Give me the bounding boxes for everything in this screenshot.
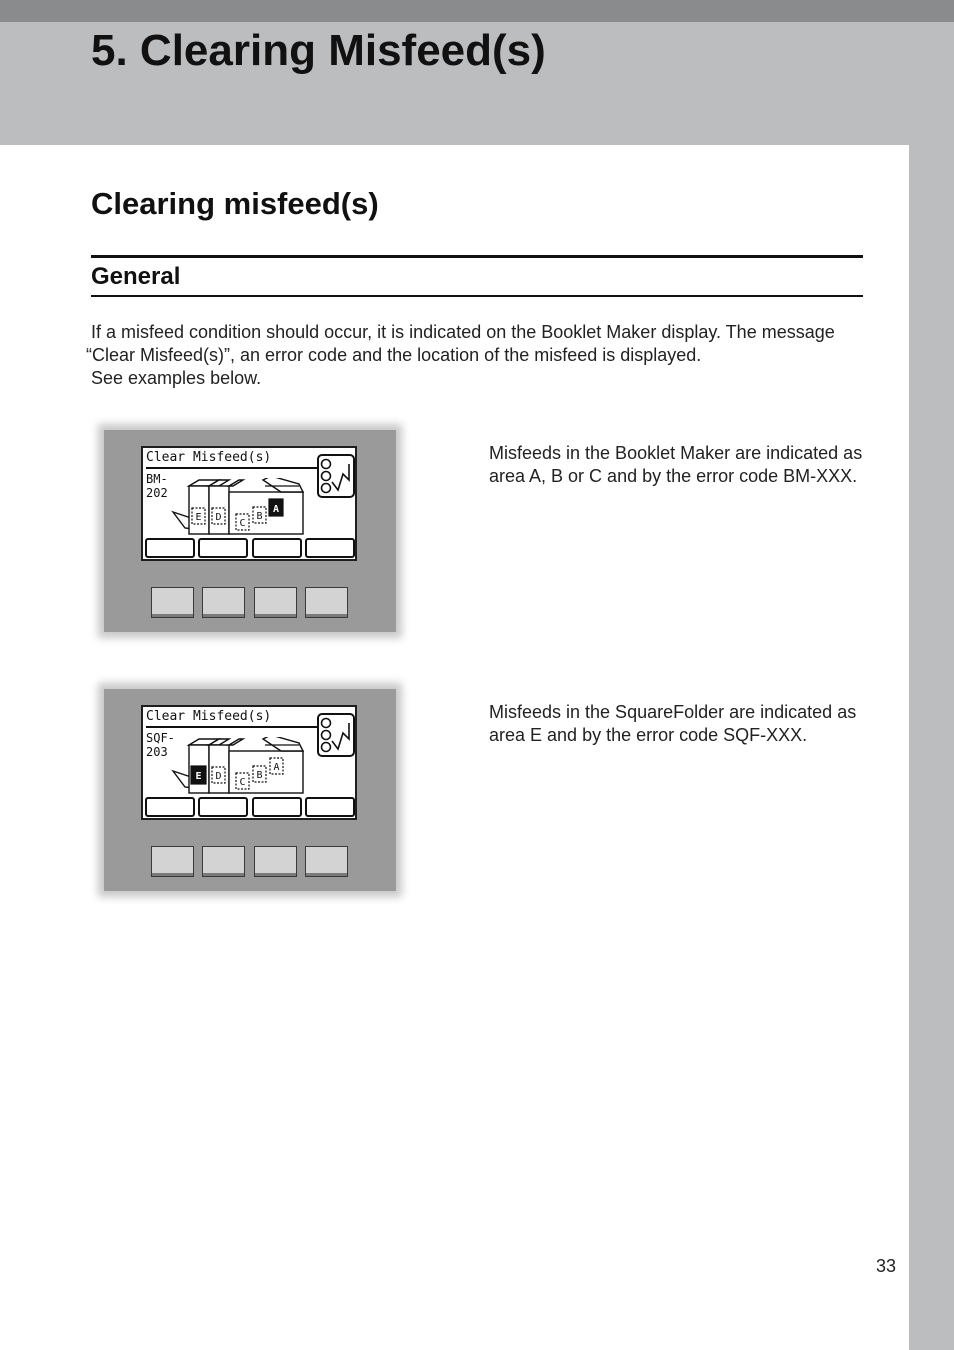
caption-line: area A, B or C and by the error code BM-XXX. [489, 466, 858, 486]
area-label-a-highlighted: A [272, 504, 280, 515]
finisher-machine-diagram [171, 737, 321, 795]
caption-line: area E and by the error code SQF-XXX. [489, 725, 808, 745]
intro-paragraph [86, 321, 876, 390]
caption-booklet-maker [489, 442, 869, 488]
area-label-b: B [256, 511, 263, 522]
hardware-key[interactable] [305, 846, 348, 877]
area-label-e-highlighted: E [195, 771, 202, 782]
subsection-rule-top [91, 255, 863, 258]
area-label-b: B [256, 770, 263, 781]
lcd-display [141, 446, 357, 561]
section-title: Clearing misfeed(s) [91, 186, 379, 221]
hardware-key[interactable] [151, 846, 194, 877]
area-label-c: C [239, 777, 246, 788]
control-panel-squarefolder [104, 689, 396, 891]
page-number: 33 [876, 1256, 897, 1276]
hardware-key[interactable] [254, 846, 297, 877]
area-label-a: A [273, 762, 280, 773]
lcd-title: Clear Misfeed(s) [146, 709, 272, 724]
hardware-key[interactable] [254, 587, 297, 618]
lcd-display [141, 705, 357, 820]
status-diagram-icon [317, 713, 355, 757]
soft-key[interactable] [252, 797, 302, 817]
lcd-title-underline [146, 467, 318, 469]
area-label-e: E [195, 512, 202, 523]
soft-key[interactable] [145, 538, 195, 558]
error-code-line: BM- [146, 472, 168, 486]
intro-line: If a misfeed condition should occur, it is indicated on the Booklet Maker display. The message [91, 322, 835, 342]
lcd-title: Clear Misfeed(s) [146, 450, 272, 465]
control-panel-booklet-maker [104, 430, 396, 632]
soft-key[interactable] [198, 797, 248, 817]
soft-key[interactable] [305, 797, 355, 817]
lcd-title-underline [146, 726, 318, 728]
caption-squarefolder [489, 701, 869, 747]
hardware-key[interactable] [202, 587, 245, 618]
hardware-key[interactable] [151, 587, 194, 618]
error-code-line: SQF- [146, 731, 175, 745]
area-label-c: C [239, 518, 246, 529]
status-diagram-icon [317, 454, 355, 498]
intro-line: See examples below. [91, 368, 262, 388]
soft-key[interactable] [145, 797, 195, 817]
hardware-key[interactable] [305, 587, 348, 618]
error-code [146, 472, 168, 500]
soft-key-row [145, 538, 355, 558]
error-code-line: 202 [146, 486, 168, 500]
soft-key[interactable] [305, 538, 355, 558]
finisher-machine-diagram [171, 478, 321, 536]
area-label-d: D [215, 771, 222, 782]
soft-key[interactable] [198, 538, 248, 558]
subsection-rule-bottom [91, 295, 863, 297]
area-label-d: D [215, 512, 222, 523]
error-code-line: 203 [146, 745, 168, 759]
right-margin-band [909, 145, 954, 1350]
caption-line: Misfeeds in the SquareFolder are indicated as [489, 702, 857, 722]
chapter-title: 5. Clearing Misfeed(s) [91, 26, 546, 75]
soft-key-row [145, 797, 355, 817]
subsection-title: General [91, 263, 181, 290]
hardware-key[interactable] [202, 846, 245, 877]
intro-line: “Clear Misfeed(s)”, an error code and the location of the misfeed is displayed. [86, 345, 702, 365]
header-top-strip [0, 0, 954, 22]
soft-key[interactable] [252, 538, 302, 558]
caption-line: Misfeeds in the Booklet Maker are indicated as [489, 443, 863, 463]
